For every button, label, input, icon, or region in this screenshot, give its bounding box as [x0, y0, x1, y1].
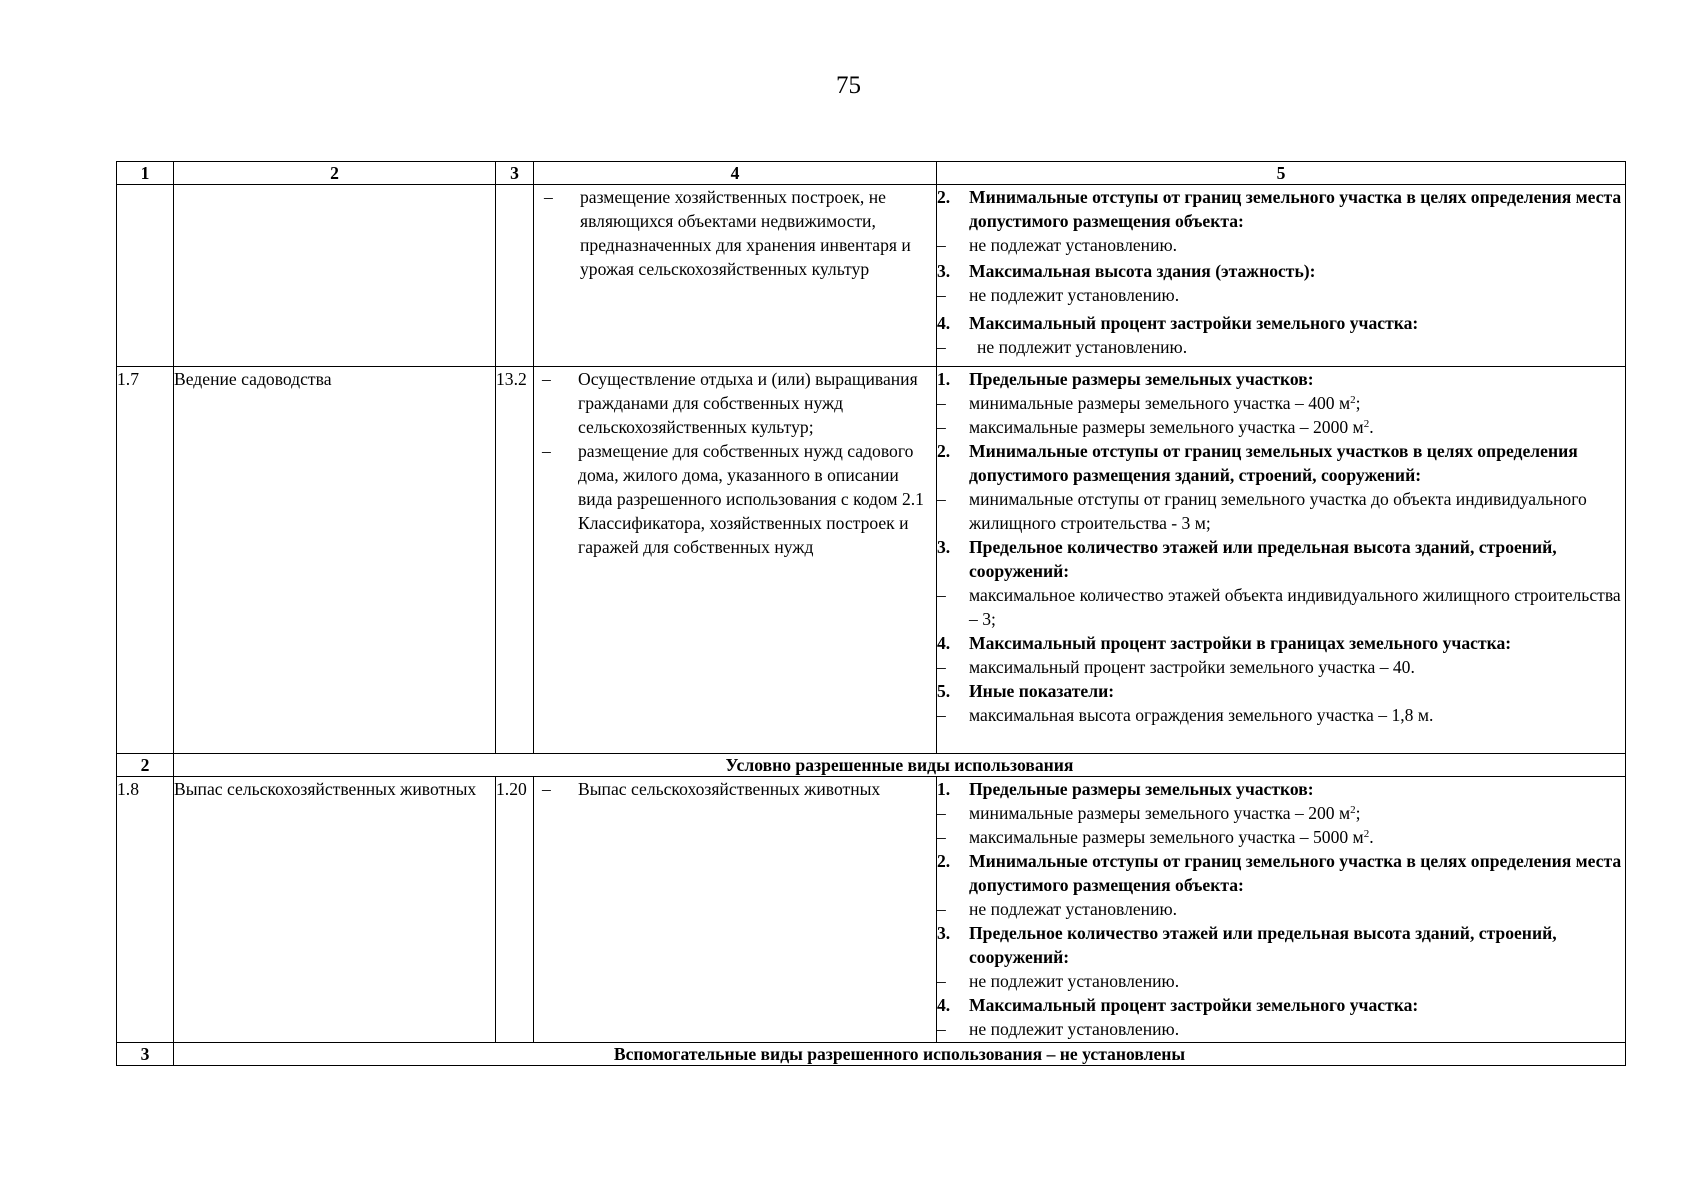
- parameter-heading: 4. Максимальный процент застройки земельного участка:: [937, 313, 1419, 333]
- list-item: [534, 185, 936, 281]
- list-item: – Осуществление отдыха и (или) выращивания гражданами для собственных нужд сельскохозяйственных культур;: [542, 369, 918, 437]
- dash-marker: –: [542, 779, 551, 799]
- section-number: 2: [117, 754, 174, 777]
- table-row: [117, 367, 1626, 754]
- column-header: 3: [496, 162, 534, 185]
- parameter-heading: 3. Предельное количество этажей или предельная высота зданий, строений, сооружений:: [937, 923, 1557, 967]
- list-item: – не подлежат установлению.: [937, 235, 1178, 255]
- list-item: – максимальные размеры земельного участка – 5000 $м^2$.: [937, 827, 1374, 847]
- list-item: – не подлежит установлению.: [937, 285, 1180, 305]
- superscript: 2: [1363, 418, 1370, 430]
- section-row: [117, 1043, 1626, 1066]
- dash-marker: –: [542, 369, 551, 389]
- section-number: 3: [117, 1043, 174, 1066]
- list-item: – не подлежит установлению.: [937, 337, 1188, 357]
- parameter-heading: 1. Предельные размеры земельных участков:: [937, 369, 1314, 389]
- list-item: – максимальные размеры земельного участка – 2000 $м^2$.: [937, 417, 1374, 437]
- row-number-cell: 1.7: [117, 367, 174, 754]
- row-code-cell: 13.2: [496, 367, 534, 754]
- dash-marker: –: [937, 417, 946, 437]
- dash-marker: –: [937, 489, 946, 509]
- row-code-cell: [496, 185, 534, 367]
- regulations-table: [116, 161, 1626, 1066]
- dash-marker: –: [937, 235, 946, 255]
- parameters-cell: [937, 185, 1626, 367]
- row-name-cell: Выпас сельскохозяйственных животных: [174, 777, 496, 1043]
- list-item: – минимальные размеры земельного участка – 200 $м^2$;: [937, 803, 1361, 823]
- list-item: – минимальные размеры земельного участка – 400 $м^2$;: [937, 393, 1361, 413]
- superscript: 2: [1363, 828, 1370, 840]
- list-item: – не подлежит установлению.: [937, 1019, 1180, 1039]
- list-item: – минимальные отступы от границ земельного участка до объекта индивидуального жилищного строительства - 3 м;: [937, 489, 1587, 533]
- parameter-heading: 4. Максимальный процент застройки земельного участка:: [937, 995, 1419, 1015]
- row-code-cell: 1.20: [496, 777, 534, 1043]
- dash-marker: –: [937, 1019, 946, 1039]
- dash-marker: –: [937, 393, 946, 413]
- parameter-heading: 2. Минимальные отступы от границ земельного участка в целях определения места допустимого размещения объекта:: [937, 851, 1622, 895]
- row-number-cell: 1.8: [117, 777, 174, 1043]
- page-number: 75: [836, 72, 861, 99]
- dash-marker: –: [937, 657, 946, 677]
- table-header-row: [117, 162, 1626, 185]
- list-item-text: размещение хозяйственных построек, не являющихся объектами недвижимости, предназначенных для хранения инвентаря и урожая сельскохозяйственных культур: [580, 187, 911, 279]
- parameter-heading: 3. Предельное количество этажей или предельная высота зданий, строений, сооружений:: [937, 537, 1557, 581]
- list-item: – максимальное количество этажей объекта индивидуального жилищного строительства – 3;: [937, 585, 1621, 629]
- dash-marker: –: [937, 899, 946, 919]
- table-row: [117, 777, 1626, 1043]
- usage-description-cell: [534, 777, 937, 1043]
- column-header: 2: [174, 162, 496, 185]
- parameter-heading: 2. Минимальные отступы от границ земельных участков в целях определения допустимого размещения зданий, строений, сооружений:: [937, 441, 1578, 485]
- parameter-heading: 1. Предельные размеры земельных участков:: [937, 779, 1314, 799]
- list-item: – максимальная высота ограждения земельного участка – 1,8 м.: [937, 705, 1434, 725]
- table-row: [117, 185, 1626, 367]
- dash-marker: –: [937, 827, 946, 847]
- parameters-cell: [937, 367, 1626, 754]
- dash-marker: –: [937, 803, 946, 823]
- list-item: – не подлежит установлению.: [937, 971, 1180, 991]
- list-item: – Выпас сельскохозяйственных животных: [542, 779, 881, 799]
- parameter-heading: 3. Максимальная высота здания (этажность):: [937, 261, 1316, 281]
- list-item: – максимальный процент застройки земельного участка – 40.: [937, 657, 1415, 677]
- column-header: 5: [937, 162, 1626, 185]
- parameter-heading: 4. Максимальный процент застройки в границах земельного участка:: [937, 633, 1512, 653]
- dash-marker: –: [937, 971, 946, 991]
- list-item: – размещение для собственных нужд садового дома, жилого дома, указанного в описании вида разрешенного использования с кодом 2.1 Классификатора, хозяйственных построек и гаражей для собственных нужд: [542, 441, 924, 557]
- dash-marker: –: [937, 705, 946, 725]
- row-name-cell: [174, 185, 496, 367]
- parameters-cell: [937, 777, 1626, 1043]
- column-header: 4: [534, 162, 937, 185]
- dash-marker: –: [937, 585, 946, 605]
- usage-description-cell: [534, 367, 937, 754]
- superscript: 2: [1350, 394, 1356, 406]
- dash-marker: –: [937, 337, 946, 357]
- section-row: [117, 754, 1626, 777]
- section-title: Условно разрешенные виды использования: [174, 754, 1626, 777]
- row-name-cell: Ведение садоводства: [174, 367, 496, 754]
- list-item: – не подлежат установлению.: [937, 899, 1178, 919]
- column-header: 1: [117, 162, 174, 185]
- parameter-heading: 2. Минимальные отступы от границ земельного участка в целях определения места допустимого размещения объекта:: [937, 187, 1622, 231]
- usage-description-cell: [534, 185, 937, 367]
- dash-marker: –: [937, 285, 946, 305]
- parameter-heading: 5. Иные показатели:: [937, 681, 1115, 701]
- dash-marker: –: [544, 187, 553, 207]
- section-title: Вспомогательные виды разрешенного использования – не установлены: [174, 1043, 1626, 1066]
- dash-marker: –: [542, 441, 551, 461]
- row-number-cell: [117, 185, 174, 367]
- superscript: 2: [1350, 804, 1356, 816]
